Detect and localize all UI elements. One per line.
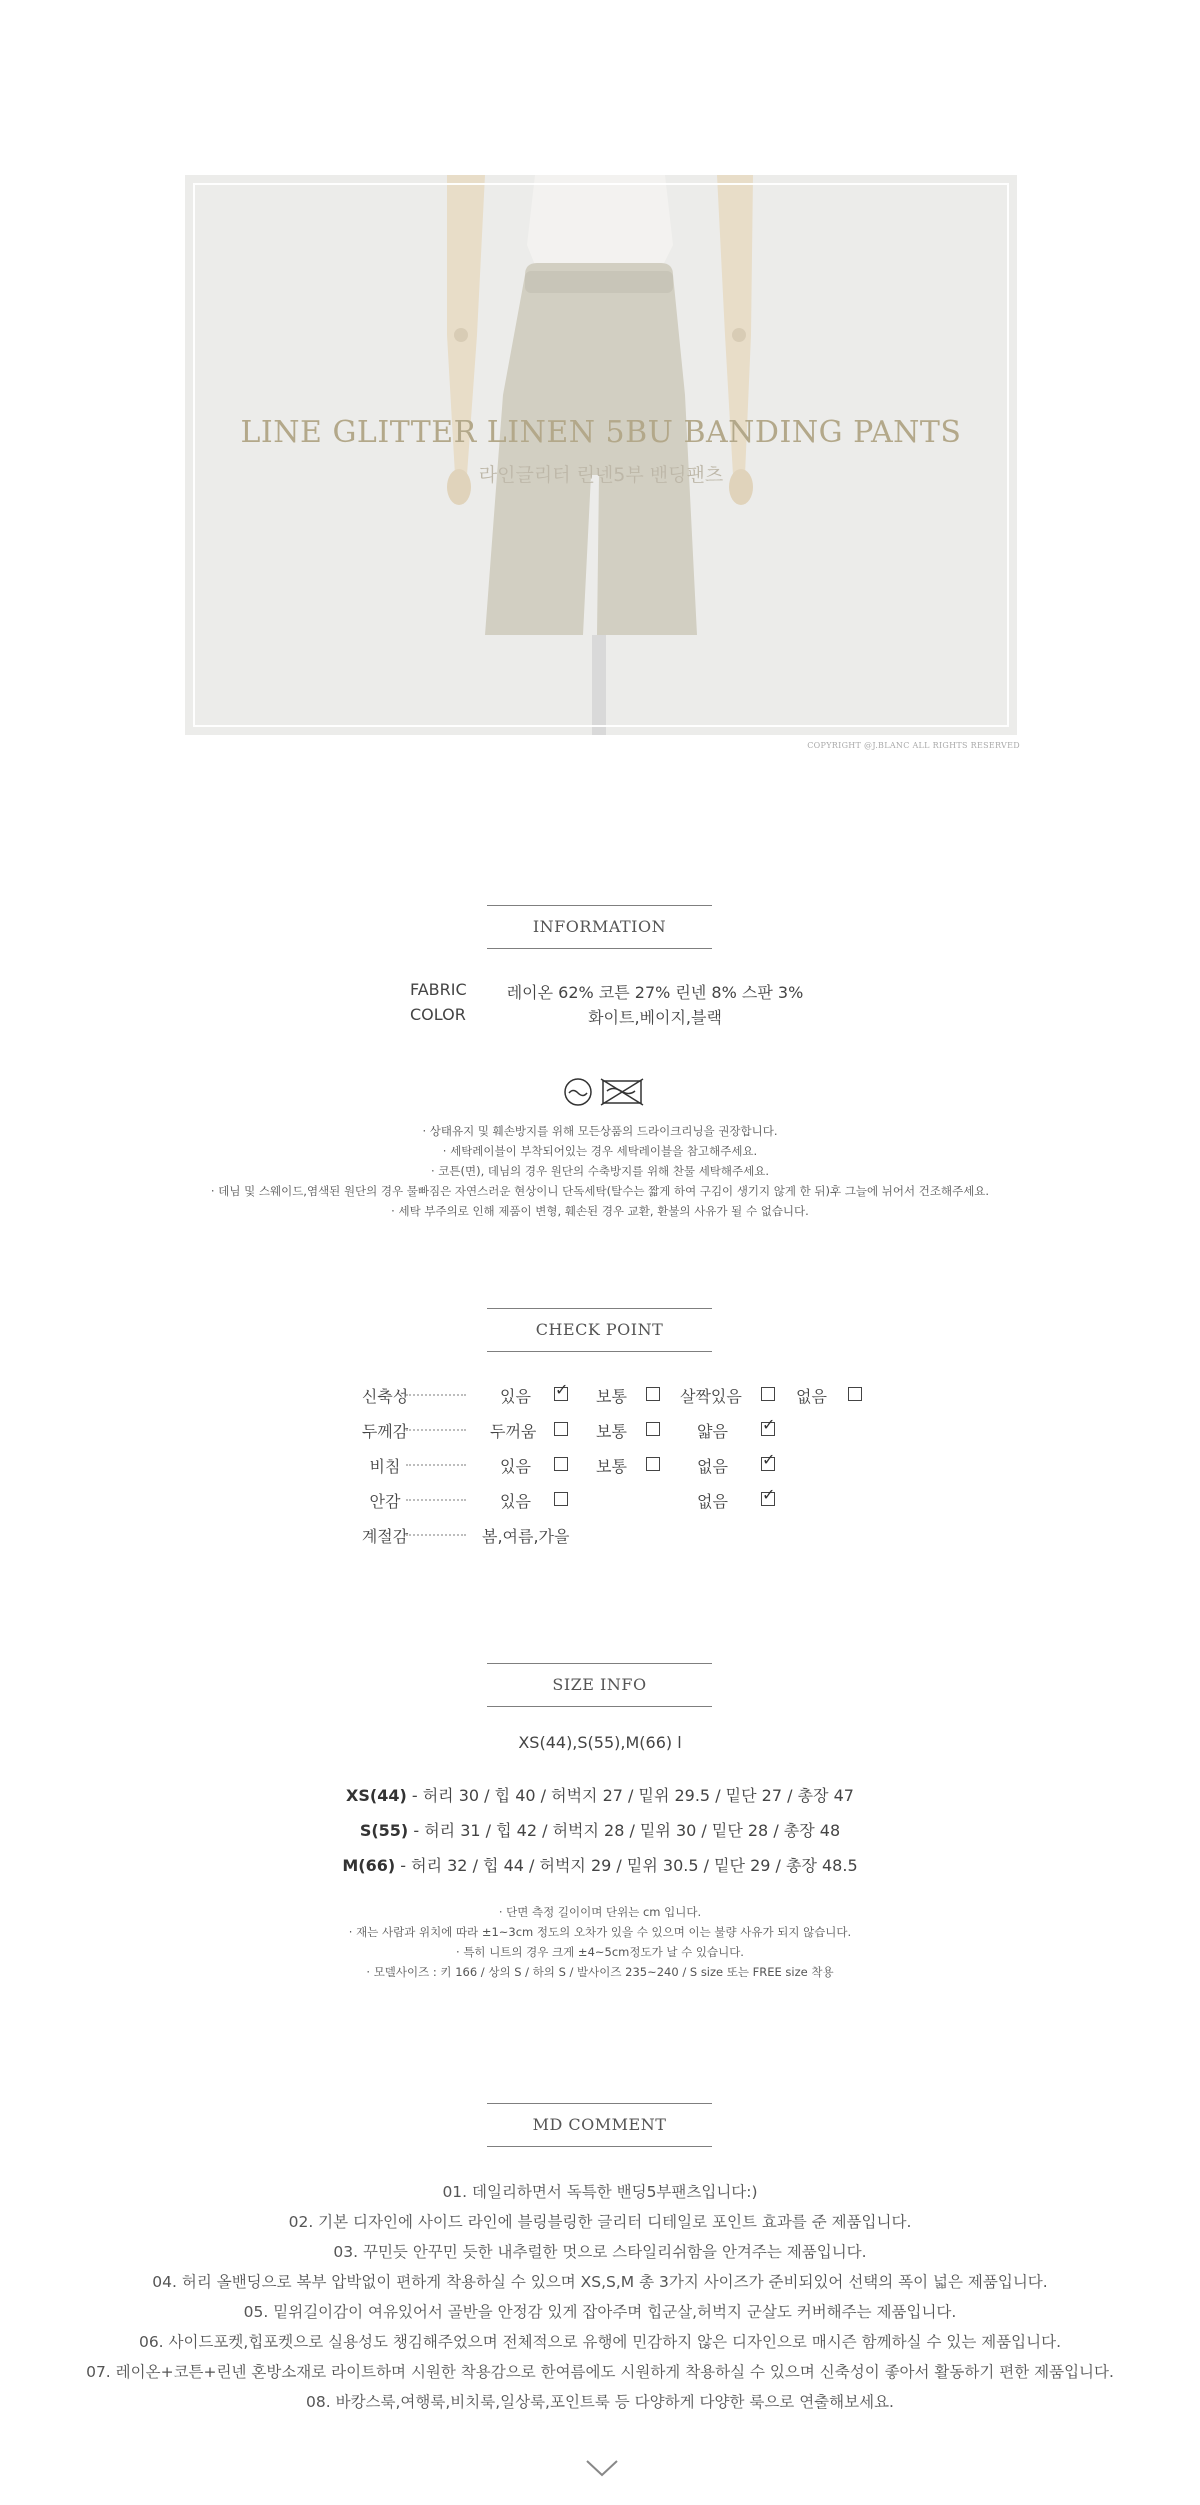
gentle-wash-icon: [565, 1079, 591, 1105]
care-note-4: · 데님 및 스웨이드,염색된 원단의 경우 물빠짐은 자연스러운 현상이니 단독세탁(탈수는 짧게 하여 구김이 생기지 않게 한 뒤)후 그늘에 뉘어서 건조해주세요.: [210, 1184, 990, 1198]
md-comment-line-4: 04. 허리 올밴딩으로 복부 압박없이 편하게 착용하실 수 있으며 XS,S,M 총 3가지 사이즈가 준비되있어 선택의 폭이 넓은 제품입니다.: [152, 2273, 1048, 2291]
fabric-value: 레이온 62% 코튼 27% 린넨 8% 스판 3%: [506, 983, 804, 1002]
option-label: 있음: [500, 1457, 531, 1476]
option-label: 없음: [796, 1387, 827, 1406]
color-value: 화이트,베이지,블랙: [588, 1008, 722, 1027]
size-name: XS(44): [346, 1786, 407, 1805]
section-heading-mdcomment: MD COMMENT: [487, 2103, 712, 2147]
fabric-label: FABRIC: [410, 980, 467, 999]
copyright-text: COPYRIGHT @J.BLANC ALL RIGHTS RESERVED: [807, 741, 1020, 750]
sizes-available: XS(44),S(55),M(66) l: [518, 1733, 682, 1752]
checkpoint-row-stretch: [300, 1380, 900, 1414]
checkbox-unchecked: [646, 1387, 660, 1401]
hero-frame: [193, 183, 1009, 727]
checkbox-checked: [554, 1380, 569, 1401]
checkpoint-label: 안감: [369, 1492, 401, 1511]
product-title-en: LINE GLITTER LINEN 5BU BANDING PANTS: [240, 415, 962, 450]
season-value: 봄,여름,가을: [482, 1527, 570, 1546]
care-icons: [563, 1077, 645, 1107]
care-note-3: · 코튼(면), 데님의 경우 원단의 수축방지를 위해 찬물 세탁해주세요.: [430, 1164, 769, 1178]
md-comment-line-5: 05. 밑위길이감이 여유있어서 골반을 안정감 있게 잡아주며 힙군살,허벅지 군살도 커버해주는 제품입니다.: [243, 2303, 957, 2321]
option-label: 있음: [500, 1492, 531, 1511]
dotted-leader: [406, 1489, 466, 1501]
md-comment-line-3: 03. 꾸민듯 안꾸민 듯한 내추럴한 멋으로 스타일리쉬함을 안겨주는 제품입니다.: [333, 2243, 867, 2261]
size-row: [0, 1783, 1200, 1806]
chevron-down-icon[interactable]: [585, 2458, 619, 2478]
care-warning: · 세탁 부주의로 인해 제품이 변형, 훼손된 경우 교환, 환불의 사유가 될 수 없습니다.: [391, 1204, 809, 1218]
section-heading-sizeinfo: SIZE INFO: [487, 1663, 712, 1707]
size-note-2: · 재는 사람과 위치에 따라 ±1~3cm 정도의 오차가 있을 수 있으며 이는 불량 사유가 되지 않습니다.: [348, 1925, 852, 1939]
size-row: [0, 1853, 1200, 1876]
md-comment-line-8: 08. 바캉스룩,여행룩,비치룩,일상룩,포인트룩 등 다양하게 다양한 룩으로 연출해보세요.: [306, 2393, 894, 2411]
product-hero-image: [185, 175, 1017, 735]
option-label: 보통: [596, 1387, 627, 1406]
care-note-2: · 세탁레이블이 부착되어있는 경우 세탁레이블을 참고해주세요.: [442, 1144, 758, 1158]
checkbox-unchecked: [554, 1492, 568, 1506]
checkpoint-row-season: [300, 1524, 900, 1554]
section-heading-information: INFORMATION: [487, 905, 712, 949]
section-heading-checkpoint: CHECK POINT: [487, 1308, 712, 1352]
model-size-note: · 모델사이즈 : 키 166 / 상의 S / 하의 S / 발사이즈 235~240 / S size 또는 FREE size 착용: [366, 1965, 834, 1979]
option-label: 없음: [697, 1457, 728, 1476]
checkpoint-row-sheerness: [300, 1450, 900, 1484]
checkpoint-row-thickness: [300, 1415, 900, 1449]
size-name: S(55): [359, 1821, 409, 1840]
option-label: 두꺼움: [490, 1422, 537, 1441]
dotted-leader: [406, 1524, 466, 1536]
option-label: 보통: [596, 1422, 627, 1441]
option-label: 얇음: [697, 1422, 728, 1441]
checkbox-checked: [761, 1450, 776, 1471]
option-label: 없음: [697, 1492, 728, 1511]
dotted-leader: [406, 1384, 466, 1396]
dotted-leader: [406, 1454, 466, 1466]
dotted-leader: [406, 1419, 466, 1431]
option-label: 있음: [500, 1387, 531, 1406]
size-detail: - 허리 30 / 힙 40 / 허벅지 27 / 밑위 29.5 / 밑단 27 / 총장 47: [406, 1786, 854, 1805]
checkpoint-label: 신축성: [361, 1387, 409, 1406]
check-mark-icon: ✓: [762, 1450, 776, 1469]
md-comment-line-6: 06. 사이드포켓,힙포켓으로 실용성도 챙김해주었으며 전체적으로 유행에 민감하지 않은 디자인으로 매시즌 함께하실 수 있는 제품입니다.: [138, 2333, 1062, 2351]
md-comment-line-2: 02. 기본 디자인에 사이드 라인에 블링블링한 글리터 디테일로 포인트 효과를 준 제품입니다.: [288, 2213, 912, 2231]
checkbox-unchecked: [554, 1422, 568, 1436]
size-detail: - 허리 31 / 힙 42 / 허벅지 28 / 밑위 30 / 밑단 28 / 총장 48: [408, 1821, 841, 1840]
md-comment-line-1: 01. 데일리하면서 독특한 밴딩5부팬츠입니다:): [442, 2183, 758, 2201]
check-mark-icon: ✓: [762, 1415, 776, 1434]
checkbox-unchecked: [646, 1422, 660, 1436]
checkpoint-label: 두께감: [361, 1422, 409, 1441]
option-label: 보통: [596, 1457, 627, 1476]
size-note-1: · 단면 측정 길이이며 단위는 cm 입니다.: [498, 1905, 702, 1919]
check-mark-icon: ✓: [762, 1485, 776, 1504]
checkbox-unchecked: [848, 1387, 862, 1401]
checkpoint-label: 계절감: [361, 1527, 409, 1546]
checkbox-checked: [761, 1485, 776, 1506]
checkbox-unchecked: [761, 1387, 775, 1401]
checkbox-unchecked: [554, 1457, 568, 1471]
checkbox-checked: [761, 1415, 776, 1436]
no-tumble-dry-icon: [601, 1079, 643, 1105]
checkbox-unchecked: [646, 1457, 660, 1471]
color-label: COLOR: [410, 1005, 466, 1024]
size-note-3: · 특히 니트의 경우 크게 ±4~5cm정도가 날 수 있습니다.: [456, 1945, 744, 1959]
option-label: 살짝있음: [680, 1387, 742, 1406]
check-mark-icon: ✓: [555, 1380, 569, 1399]
checkpoint-label: 비침: [369, 1457, 401, 1476]
care-note-1: · 상태유지 및 훼손방지를 위해 모든상품의 드라이크리닝을 권장합니다.: [422, 1124, 778, 1138]
md-comment-line-7: 07. 레이온+코튼+린넨 혼방소재로 라이트하며 시원한 착용감으로 한여름에도 시원하게 착용하실 수 있으며 신축성이 좋아서 활동하기 편한 제품입니다.: [86, 2363, 1114, 2381]
size-name: M(66): [342, 1856, 396, 1875]
product-title-ko: 라인글리터 린넨5부 밴딩팬츠: [478, 464, 724, 486]
checkpoint-row-lining: [300, 1485, 900, 1519]
size-row: [0, 1818, 1200, 1841]
size-detail: - 허리 32 / 힙 44 / 허벅지 29 / 밑위 30.5 / 밑단 29 / 총장 48.5: [395, 1856, 858, 1875]
